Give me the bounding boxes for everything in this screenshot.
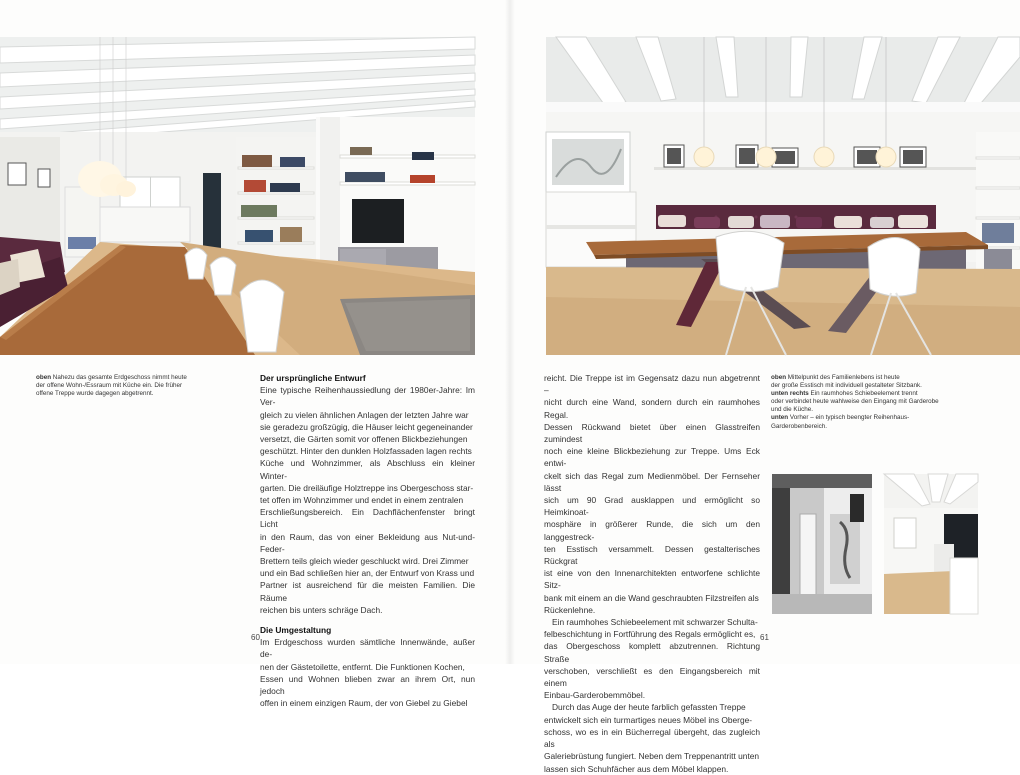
- body-line: Durch das Auge der heute farblich gefassten Treppe: [552, 702, 746, 713]
- section-heading: Der ursprüngliche Entwurf: [260, 373, 366, 383]
- body-line: Küche und Wohnzimmer, als Abschluss ein kleiner Winter-: [260, 458, 475, 481]
- body-line: und ein Bad schließen hier an, der Entwurf von Krass und: [260, 568, 475, 579]
- body-line: garten. Die dreiläufige Holztreppe ins Obergeschoss star-: [260, 482, 474, 493]
- left-photo-caption: [36, 374, 206, 398]
- body-line: Eine typische Reihenhaussiedlung der 1980er-Jahre: Im Ver-: [260, 385, 475, 408]
- body-line: offen in einem einzigen Raum, der von Giebel zu Giebel: [260, 698, 468, 709]
- living-dining-photo: [0, 37, 475, 355]
- right-page: [510, 0, 1020, 774]
- body-line: in den Raum, das von einer Bekleidung aus Nut-und-Feder-: [260, 531, 475, 554]
- caption-line: und die Küche.: [771, 406, 814, 414]
- body-line: verschoben, verschließt es den Eingangsbereich mit einem: [544, 665, 760, 689]
- body-line: mosphäre in größerer Runde, die sich um den langgestreck-: [544, 519, 760, 542]
- body-line: ten Esstisch versammelt. Dessen gestalterisches Rückgrat: [544, 543, 760, 567]
- body-line: Essen und Wohnen blieben zwar an ihrem Ort, nun jedoch: [260, 673, 475, 697]
- before-entrance-photo: [772, 474, 872, 614]
- caption-line: Nahezu das gesamte Erdgeschoss nimmt heute: [52, 374, 187, 381]
- caption-label: unten: [771, 414, 789, 422]
- body-line: Ein raumhohes Schiebeelement mit schwarzer Schulta-: [552, 617, 758, 628]
- right-photo-captions: [771, 374, 971, 431]
- body-line: das Obergeschoss komplett abzutrennen. Richtung Straße: [544, 641, 760, 664]
- body-line: ist eine von den Innenarchitekten entworfene schlichte Sitz-: [544, 568, 760, 591]
- body-line: schoss, wo es in ein Bücherregal übergeht, das zugleich als: [544, 726, 760, 750]
- body-line: nen der Gästetoilette, entfernt. Die Funktionen Kochen,: [260, 661, 465, 672]
- body-line: nicht durch eine Wand, sondern durch ein raumhohes Regal.: [544, 397, 760, 420]
- caption-line: der große Esstisch mit individuell gestalteter Sitzbank.: [771, 382, 922, 390]
- body-line: tet offen im Wohnzimmer und endet in einem zentralen: [260, 495, 464, 506]
- body-line: entwickelt sich ein turmartiges neues Möbel ins Oberge-: [544, 714, 753, 725]
- body-line: Brettern teils gleich wieder geschluckt wird. Drei Zimmer: [260, 556, 469, 567]
- caption-line: offene Treppe wurde dagegen abgetrennt.: [36, 390, 154, 398]
- body-line: lassen sich Schuhfächer aus dem Möbel klappen.: [544, 763, 729, 774]
- body-line: Im Erdgeschoss wurden sämtliche Innenwände, außer de-: [260, 637, 475, 660]
- right-text-column: [544, 372, 760, 775]
- caption-label: oben: [36, 374, 52, 381]
- body-line: Erschließungsbereich. Ein Dachflächenfenster bringt Licht: [260, 507, 475, 530]
- body-line: reichen bis unters schräge Dach.: [260, 604, 383, 615]
- body-line: gleich zu vielen ähnlichen Anlagen der letzten Jahre war: [260, 409, 469, 420]
- body-line: Rückenlehne.: [544, 604, 596, 615]
- caption-line: Mittelpunkt des Familienlebens ist heute: [787, 374, 900, 381]
- body-line: Galeriebrüstung fungiert. Neben dem Treppenantritt unten: [544, 751, 760, 762]
- body-line: ckelt sich das Regal zum Medienmöbel. Der Fernseher lässt: [544, 470, 760, 493]
- body-line: versetzt, die Gärten somit vor offenen Blickbeziehungen: [260, 434, 468, 445]
- section-heading: Die Umgestaltung: [260, 625, 332, 636]
- caption-line: Garderobenbereich.: [771, 422, 828, 430]
- body-line: Einbau-Garderobemmöbel.: [544, 690, 646, 701]
- body-line: Dessen Rückwand bietet über einen Glasstreifen zumindest: [544, 421, 760, 445]
- body-line: reicht. Die Treppe ist im Gegensatz dazu nun abgetrennt –: [544, 373, 760, 396]
- page-number: 60: [251, 633, 260, 642]
- body-line: felbeschichtung in Fortführung des Regals ermöglicht es,: [544, 629, 756, 640]
- caption-line: Ein raumhohes Schiebeelement trennt: [810, 390, 918, 398]
- body-line: sich um 90 Grad ausklappen und ermöglicht so Heimkinoat-: [544, 495, 760, 518]
- body-line: Partner ist ausreichend für die meisten Familien. Die Räume: [260, 580, 475, 603]
- caption-line: Vorher – ein typisch beengter Reihenhaus-: [789, 414, 910, 422]
- caption-label: unten rechts: [771, 390, 809, 398]
- after-entrance-photo: [884, 474, 978, 614]
- left-text-column: [260, 372, 475, 709]
- dining-table-photo: [546, 37, 1020, 355]
- left-page: [0, 0, 510, 709]
- body-line: geschützt. Hinter den dunklen Holzfassaden lagen rechts: [260, 446, 472, 457]
- page-number: 61: [760, 633, 769, 642]
- caption-line: der offene Wohn-/Essraum mit Küche ein. Die früher: [36, 382, 183, 390]
- spine-shadow: [505, 0, 515, 664]
- caption-label: oben: [771, 374, 787, 381]
- caption-line: oder verbindet heute wahlweise den Eingang mit Garderobe: [771, 398, 939, 406]
- body-line: noch eine kleine Blickbeziehung zur Treppe. Ums Eck entwi-: [544, 446, 760, 469]
- body-line: sie geradezu großzügig, die Häuser leicht gegeneinander: [260, 421, 473, 432]
- body-line: bank mit einem an die Wand geschraubten Filzstreifen als: [544, 592, 759, 603]
